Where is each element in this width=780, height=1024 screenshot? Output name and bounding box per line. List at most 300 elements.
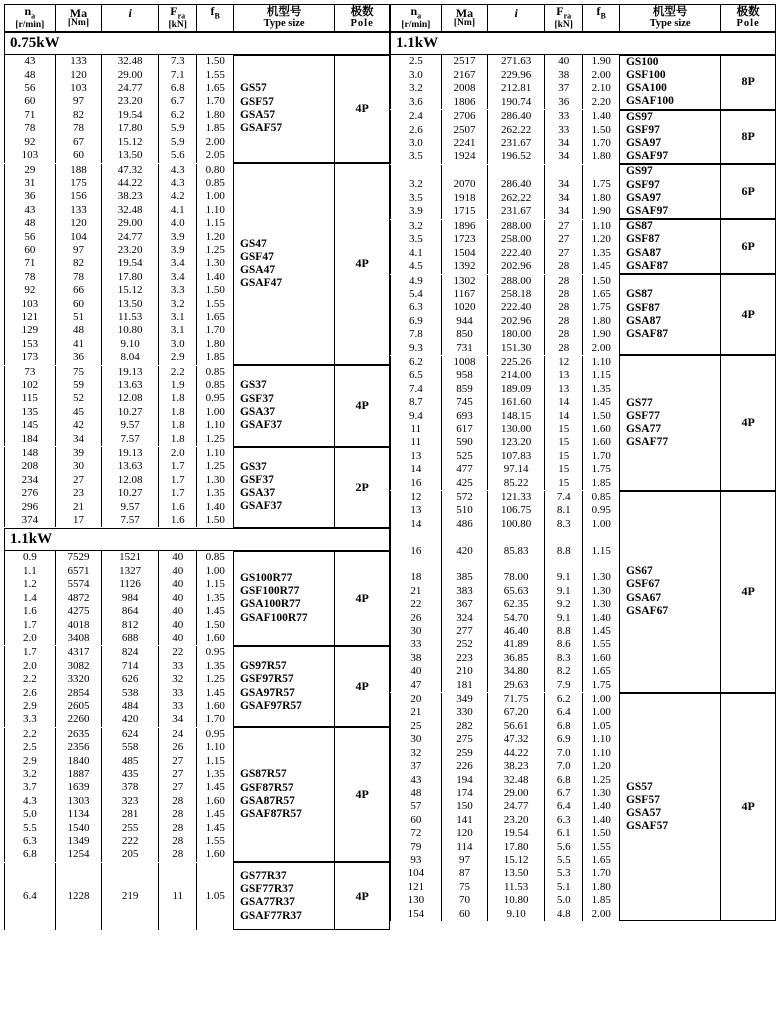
cell-na: 78 <box>5 271 56 284</box>
cell-pole: 6P <box>721 165 776 219</box>
type-size-label: GS37 <box>239 460 267 473</box>
cell-ma: 277 <box>441 625 488 638</box>
cell-fra: 6.8 <box>158 82 197 95</box>
cell-ma: 30 <box>55 460 102 473</box>
cell-fra: 7.3 <box>158 55 197 68</box>
cell-fra: 1.7 <box>158 474 197 487</box>
type-size-label: GSAF77 <box>625 436 669 449</box>
type-size-label: GSA37 <box>239 487 276 500</box>
cell-i: 97.14 <box>488 463 545 476</box>
power-group-title: 1.1kW <box>391 32 776 54</box>
cell-na: 4.5 <box>391 260 442 273</box>
cell-fra: 9.1 <box>544 585 583 598</box>
cell-i: 106.75 <box>488 504 545 517</box>
cell-fb: 2.00 <box>583 342 619 355</box>
cell-pole: 4P <box>335 728 390 862</box>
cell-ma: 181 <box>441 679 488 692</box>
cell-fb: 1.55 <box>197 69 233 82</box>
cell-ma: 1723 <box>441 233 488 246</box>
cell-fra: 28 <box>544 301 583 314</box>
cell-i: 258.18 <box>488 288 545 301</box>
cell-type-size <box>619 220 720 274</box>
type-size-label: GSF100R77 <box>239 585 300 598</box>
cell-fb: 0.85 <box>197 177 233 190</box>
cell-na: 130 <box>391 894 442 907</box>
cell-na: 93 <box>391 854 442 867</box>
cell-fb: 1.65 <box>583 665 619 678</box>
type-size-label: GSF97 <box>625 123 660 136</box>
cell-fb: 1.00 <box>583 518 619 531</box>
cell-fb <box>197 863 233 876</box>
cell-fra: 2.0 <box>158 447 197 460</box>
cell-pole: 4P <box>335 164 390 365</box>
cell-ma: 210 <box>441 665 488 678</box>
cell-na: 16 <box>391 477 442 490</box>
cell-fb: 1.80 <box>583 192 619 205</box>
cell-fb: 1.00 <box>583 706 619 719</box>
cell-i: 180.00 <box>488 328 545 341</box>
cell-i: 13.50 <box>488 867 545 880</box>
cell-na: 1.4 <box>5 592 56 605</box>
cell-fra: 7.0 <box>544 747 583 760</box>
cell-na <box>5 916 56 929</box>
cell-fb: 1.85 <box>583 894 619 907</box>
table-row <box>391 220 776 233</box>
cell-fra: 6.4 <box>544 800 583 813</box>
cell-ma: 1167 <box>441 288 488 301</box>
cell-ma: 1228 <box>55 890 102 903</box>
data-block <box>390 693 776 922</box>
table-row <box>5 164 390 177</box>
type-size-label: GSAF47 <box>239 277 283 290</box>
cell-i: 13.63 <box>102 379 159 392</box>
cell-na <box>391 558 442 571</box>
cell-ma: 70 <box>441 894 488 907</box>
cell-na: 2.2 <box>5 673 56 686</box>
cell-fra: 5.9 <box>158 122 197 135</box>
cell-na: 13 <box>391 504 442 517</box>
cell-i: 485 <box>102 755 159 768</box>
cell-fb: 1.40 <box>583 110 619 123</box>
cell-ma: 27 <box>55 474 102 487</box>
power-group-title: 0.75kW <box>5 32 390 54</box>
cell-i: 24.77 <box>102 231 159 244</box>
cell-ma: 120 <box>55 69 102 82</box>
col-header-fra: $F_{ra}$ [kN] <box>544 5 583 32</box>
cell-ma: 87 <box>441 867 488 880</box>
right-header-table <box>390 4 776 32</box>
type-size-label: GSAF57 <box>239 122 283 135</box>
cell-i: 378 <box>102 781 159 794</box>
cell-ma: 104 <box>55 231 102 244</box>
cell-i: 189.09 <box>488 383 545 396</box>
cell-i: 212.81 <box>488 82 545 95</box>
data-block <box>390 491 776 693</box>
table-row <box>391 165 776 178</box>
data-block <box>390 55 776 110</box>
cell-i: 714 <box>102 660 159 673</box>
cell-ma: 60 <box>55 298 102 311</box>
cell-fra: 34 <box>544 205 583 218</box>
cell-fra: 3.1 <box>158 324 197 337</box>
cell-na: 276 <box>5 487 56 500</box>
cell-na: 7.4 <box>391 383 442 396</box>
group-title-table <box>4 32 390 55</box>
cell-fra: 8.8 <box>544 545 583 558</box>
cell-fra: 32 <box>158 673 197 686</box>
cell-na: 14 <box>391 463 442 476</box>
cell-fra: 15 <box>544 436 583 449</box>
cell-fb: 1.70 <box>197 95 233 108</box>
cell-ma: 1302 <box>441 275 488 288</box>
cell-na: 38 <box>391 652 442 665</box>
cell-ma: 590 <box>441 436 488 449</box>
cell-na: 56 <box>5 231 56 244</box>
cell-fb: 1.15 <box>583 545 619 558</box>
cell-ma: 4317 <box>55 646 102 659</box>
cell-na: 2.6 <box>391 124 442 137</box>
cell-type-size <box>233 55 334 162</box>
cell-na: 173 <box>5 351 56 364</box>
cell-pole: 4P <box>335 863 390 930</box>
cell-ma: 156 <box>55 190 102 203</box>
cell-ma: 2241 <box>441 137 488 150</box>
cell-i: 71.75 <box>488 693 545 706</box>
cell-na: 43 <box>5 55 56 68</box>
cell-fb: 1.20 <box>197 231 233 244</box>
table-row <box>5 728 390 741</box>
cell-i: 281 <box>102 808 159 821</box>
cell-fra: 33 <box>158 687 197 700</box>
cell-i <box>102 876 159 889</box>
cell-ma: 477 <box>441 463 488 476</box>
cell-fra: 13 <box>544 369 583 382</box>
type-size-label: GSA97 <box>625 191 662 204</box>
cell-i: 323 <box>102 795 159 808</box>
cell-ma: 1020 <box>441 301 488 314</box>
cell-i: 23.20 <box>102 95 159 108</box>
cell-fb: 1.10 <box>583 747 619 760</box>
cell-i: 258.00 <box>488 233 545 246</box>
cell-fb: 2.00 <box>583 69 619 82</box>
cell-i: 44.22 <box>488 747 545 760</box>
cell-na <box>391 165 442 178</box>
cell-na: 153 <box>5 338 56 351</box>
cell-na: 103 <box>5 298 56 311</box>
cell-ma: 42 <box>55 419 102 432</box>
cell-na: 3.5 <box>391 233 442 246</box>
cell-fb: 1.45 <box>197 822 233 835</box>
cell-i: 19.13 <box>102 447 159 460</box>
cell-i: 262.22 <box>488 124 545 137</box>
cell-fra: 13 <box>544 383 583 396</box>
cell-pole: 4P <box>721 356 776 490</box>
cell-na: 92 <box>5 136 56 149</box>
cell-ma: 958 <box>441 369 488 382</box>
cell-na: 3.2 <box>391 82 442 95</box>
cell-fra: 28 <box>158 795 197 808</box>
cell-ma: 1896 <box>441 220 488 233</box>
cell-fb: 1.40 <box>197 501 233 514</box>
cell-fra: 40 <box>158 619 197 632</box>
cell-fb: 2.05 <box>197 149 233 162</box>
cell-ma: 693 <box>441 410 488 423</box>
cell-na: 2.9 <box>5 755 56 768</box>
cell-fb: 1.10 <box>583 220 619 233</box>
cell-na: 2.0 <box>5 632 56 645</box>
cell-na: 6.4 <box>5 890 56 903</box>
cell-i: 12.08 <box>102 392 159 405</box>
cell-i: 24.77 <box>488 800 545 813</box>
cell-fb: 1.40 <box>583 814 619 827</box>
cell-i: 255 <box>102 822 159 835</box>
cell-fra: 36 <box>544 96 583 109</box>
cell-fra: 33 <box>544 124 583 137</box>
cell-na: 1.6 <box>5 605 56 618</box>
cell-na: 148 <box>5 447 56 460</box>
cell-i: 32.48 <box>102 204 159 217</box>
cell-fra: 5.6 <box>158 149 197 162</box>
table-row <box>5 863 390 876</box>
cell-i: 222.40 <box>488 301 545 314</box>
cell-na: 30 <box>391 625 442 638</box>
cell-i: 65.63 <box>488 585 545 598</box>
cell-ma: 175 <box>55 177 102 190</box>
cell-i <box>102 916 159 929</box>
cell-fra: 28 <box>158 848 197 861</box>
cell-na: 72 <box>391 827 442 840</box>
cell-ma <box>55 876 102 889</box>
cell-fra: 28 <box>544 328 583 341</box>
cell-ma: 2635 <box>55 728 102 741</box>
cell-na: 208 <box>5 460 56 473</box>
cell-fb: 1.65 <box>197 82 233 95</box>
cell-i: 219 <box>102 890 159 903</box>
cell-fra: 9.2 <box>544 598 583 611</box>
cell-fb: 1.10 <box>583 733 619 746</box>
cell-na: 22 <box>391 598 442 611</box>
cell-i <box>102 903 159 916</box>
cell-i: 984 <box>102 592 159 605</box>
cell-na: 104 <box>391 867 442 880</box>
type-size-label: GSA87 <box>625 246 662 259</box>
cell-i: 19.13 <box>102 366 159 379</box>
cell-fb <box>197 916 233 929</box>
cell-fra: 27 <box>158 781 197 794</box>
cell-fb: 1.35 <box>197 660 233 673</box>
cell-fra: 40 <box>158 592 197 605</box>
cell-i: 626 <box>102 673 159 686</box>
cell-fra: 3.9 <box>158 244 197 257</box>
cell-i: 7.57 <box>102 433 159 446</box>
cell-fra: 14 <box>544 410 583 423</box>
cell-i: 9.57 <box>102 501 159 514</box>
cell-fra: 3.0 <box>158 338 197 351</box>
cell-i: 558 <box>102 741 159 754</box>
type-size-label: GSAF57 <box>625 820 669 833</box>
cell-fb <box>197 903 233 916</box>
cell-na: 3.0 <box>391 69 442 82</box>
cell-i: 19.54 <box>102 257 159 270</box>
cell-fb: 1.05 <box>197 890 233 903</box>
cell-ma: 1639 <box>55 781 102 794</box>
cell-fb: 1.80 <box>583 150 619 163</box>
cell-fb: 1.55 <box>583 638 619 651</box>
cell-i: 29.00 <box>102 217 159 230</box>
cell-na: 6.5 <box>391 369 442 382</box>
cell-ma: 150 <box>441 800 488 813</box>
cell-ma: 4872 <box>55 592 102 605</box>
cell-fra <box>158 863 197 876</box>
col-header-na: $n_a$ [r/min] <box>391 5 442 32</box>
cell-fra: 40 <box>158 632 197 645</box>
cell-fb: 1.50 <box>197 55 233 68</box>
type-size-label: GSF47 <box>239 250 274 263</box>
type-size-label: GSF57 <box>625 793 660 806</box>
col-header-pole: 极数 Pole <box>721 5 776 32</box>
data-block <box>390 110 776 165</box>
cell-fb: 1.60 <box>583 652 619 665</box>
cell-i: 229.96 <box>488 69 545 82</box>
cell-na: 11 <box>391 436 442 449</box>
cell-fb: 1.85 <box>197 351 233 364</box>
type-size-label: GSAF37 <box>239 419 283 432</box>
cell-fb: 1.60 <box>197 848 233 861</box>
cell-na: 60 <box>5 95 56 108</box>
data-block <box>4 727 390 862</box>
cell-ma: 60 <box>441 908 488 921</box>
cell-i <box>488 165 545 178</box>
cell-pole: 2P <box>335 447 390 527</box>
cell-fb: 1.00 <box>197 406 233 419</box>
cell-ma: 7529 <box>55 551 102 564</box>
cell-i: 10.80 <box>102 324 159 337</box>
cell-fb: 1.35 <box>197 487 233 500</box>
cell-na: 3.6 <box>391 96 442 109</box>
cell-na: 6.9 <box>391 315 442 328</box>
cell-na: 14 <box>391 518 442 531</box>
type-size-label: GS97 <box>625 110 653 123</box>
cell-fb: 1.65 <box>197 311 233 324</box>
cell-na: 6.2 <box>391 356 442 369</box>
cell-ma: 114 <box>441 841 488 854</box>
cell-i: 13.50 <box>102 149 159 162</box>
cell-fb: 1.45 <box>583 625 619 638</box>
cell-ma: 330 <box>441 706 488 719</box>
type-size-label: GSA77 <box>625 422 662 435</box>
cell-fra: 40 <box>158 605 197 618</box>
cell-ma: 2260 <box>55 713 102 726</box>
cell-ma: 1887 <box>55 768 102 781</box>
cell-fra: 7.4 <box>544 491 583 504</box>
cell-fb: 1.25 <box>197 673 233 686</box>
cell-fb: 1.10 <box>583 356 619 369</box>
cell-fb: 1.65 <box>583 288 619 301</box>
cell-ma: 23 <box>55 487 102 500</box>
type-size-label: GS77R37 <box>239 869 287 882</box>
cell-fra: 27 <box>158 755 197 768</box>
cell-fb: 1.45 <box>197 808 233 821</box>
cell-na: 1.1 <box>5 565 56 578</box>
data-block <box>390 219 776 274</box>
cell-fra: 11 <box>158 890 197 903</box>
cell-na: 3.9 <box>391 205 442 218</box>
cell-ma: 2008 <box>441 82 488 95</box>
cell-fra: 6.9 <box>544 733 583 746</box>
cell-fb <box>197 876 233 889</box>
cell-ma: 103 <box>55 82 102 95</box>
cell-fra <box>544 531 583 544</box>
cell-ma: 944 <box>441 315 488 328</box>
type-size-label: GSF87R57 <box>239 781 294 794</box>
cell-fb: 0.85 <box>197 551 233 564</box>
data-block <box>4 163 390 365</box>
col-header-ma: Ma [Nm] <box>441 5 488 32</box>
cell-na: 31 <box>5 177 56 190</box>
cell-fb: 1.15 <box>197 578 233 591</box>
cell-fb: 1.35 <box>197 592 233 605</box>
cell-na: 3.5 <box>391 150 442 163</box>
cell-i: 100.80 <box>488 518 545 531</box>
cell-na: 1.2 <box>5 578 56 591</box>
cell-fra: 15 <box>544 423 583 436</box>
cell-na: 154 <box>391 908 442 921</box>
cell-na: 2.6 <box>5 687 56 700</box>
cell-type-size <box>619 356 720 490</box>
cell-i: 19.54 <box>488 827 545 840</box>
cell-ma: 1806 <box>441 96 488 109</box>
cell-fb: 1.10 <box>197 419 233 432</box>
cell-pole: 6P <box>721 220 776 274</box>
cell-i: 17.80 <box>102 271 159 284</box>
cell-fra: 3.4 <box>158 257 197 270</box>
cell-ma: 2854 <box>55 687 102 700</box>
cell-i: 288.00 <box>488 275 545 288</box>
cell-i: 9.10 <box>488 908 545 921</box>
cell-fra: 34 <box>544 150 583 163</box>
cell-fra: 40 <box>158 551 197 564</box>
data-block <box>390 274 776 355</box>
cell-fra: 27 <box>544 233 583 246</box>
cell-pole: 4P <box>721 491 776 692</box>
cell-type-size <box>233 646 334 726</box>
cell-ma: 34 <box>55 433 102 446</box>
cell-na <box>5 863 56 876</box>
cell-fra: 5.3 <box>544 867 583 880</box>
type-size-label: GSF87 <box>625 301 660 314</box>
data-block <box>4 55 390 163</box>
col-header-pole: 极数 Pole <box>335 5 390 32</box>
cell-fra: 15 <box>544 477 583 490</box>
cell-i: 29.63 <box>488 679 545 692</box>
cell-ma: 2507 <box>441 124 488 137</box>
cell-na: 0.9 <box>5 551 56 564</box>
cell-ma: 349 <box>441 693 488 706</box>
cell-ma: 1540 <box>55 822 102 835</box>
cell-ma: 385 <box>441 571 488 584</box>
table-row <box>391 55 776 68</box>
cell-ma: 66 <box>55 284 102 297</box>
cell-i: 812 <box>102 619 159 632</box>
cell-ma: 226 <box>441 760 488 773</box>
cell-i <box>102 863 159 876</box>
cell-fb: 1.70 <box>583 137 619 150</box>
cell-fb: 0.95 <box>197 392 233 405</box>
cell-fb: 1.20 <box>583 233 619 246</box>
cell-fb: 1.60 <box>197 632 233 645</box>
cell-ma: 510 <box>441 504 488 517</box>
cell-ma: 223 <box>441 652 488 665</box>
